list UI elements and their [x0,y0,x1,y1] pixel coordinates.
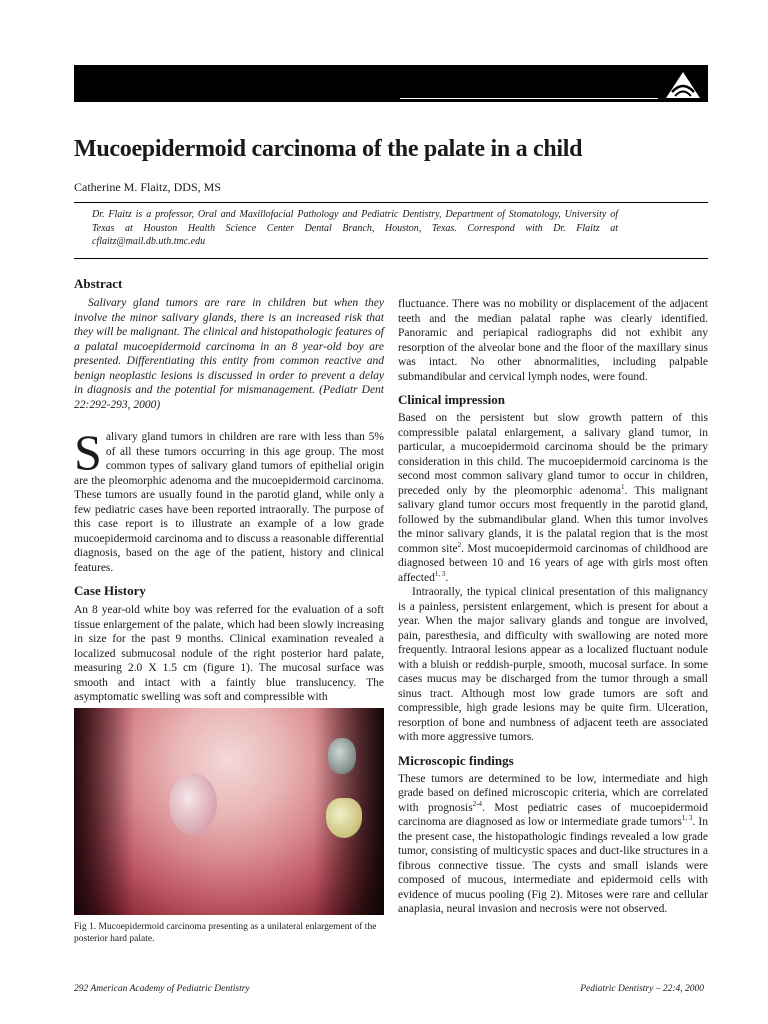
citation-ref: 2 [457,540,462,549]
divider-top [74,202,708,203]
text-run: . [445,571,449,584]
author-line: Catherine M. Flaitz, DDS, MS [74,180,221,194]
case-history-text: An 8 year-old white boy was referred for the evaluation of a soft tissue enlargement of the palate, which had been slowly increasing in size for the past 9 months. Clinical examination revealed a localized submucosal nodule of the right posterior hard palate, measuring 2.0 X 1.5 cm (figure 1). The mucosal surface was smooth and intact with a faintly blue translucency. The asymptomatic swelling was soft and compressible with [74,604,384,703]
abstract-text: Salivary gland tumors are rare in children but when they involve the minor salivary glands, there is an increased risk that they will be malignant. The clinical and histopathologic features of a palatal mucoepidermoid carcinoma in an 8 year-old boy are presented. Differentiating this entity from common reactive and benign neoplastic lesions is discussed in order to prevent a delay in diagnosis and the potential for mismanagement. (Pediatr Dent 22:292-293, 2000) [74,297,384,411]
author-affiliation: Dr. Flaitz is a professor, Oral and Maxillofacial Pathology and Pediatric Dentistry, Department of Stomatology, University of Texas at Houston Health Science Center Dental Branch, Houston, Texas. Correspond with Dr. Flaitz at cflaitz@mail.db.uth.tmc.edu [92,209,618,247]
tooth-shape-lower [326,798,362,838]
citation-ref: 1, 3 [681,814,693,823]
citation-ref: 2-4 [472,799,483,808]
text-run: . Most pediatric cases of mucoepidermoid carcinoma are diagnosed as low or intermediate grade tumors [398,801,709,828]
right-column [398,297,708,917]
microscopic-heading: Microscopic findings [398,752,514,768]
citation-ref: 1, 3 [434,569,446,578]
microscopic-text [398,772,708,917]
text-run: . In the present case, the histopathologic findings revealed a low grade tumor, consisting of multicystic spaces and duct-like structures in a fibrous connective tissue. The cysts and small islands were composed of mucous, intermediate and epidermoid cells with evidence of mucus pooling (Fig 2). Mitoses were rare and cellular anaplasia, neural invasion and necrosis were not observed. [398,816,708,915]
text-run: These tumors are determined to be low, intermediate and high grade based on defined microscopic criteria, which are correlated with prognosis [398,772,708,814]
clinical-impression-p1 [398,411,708,585]
palatal-lesion-shape [169,773,217,835]
header-rule [400,98,658,99]
article-title: Mucoepidermoid carcinoma of the palate in a child [74,136,583,162]
journal-logo-icon [664,70,702,100]
text-run: Based on the persistent but slow growth pattern of this compressible palatal enlargement, a salivary gland tumor, in particular, a mucoepidermoid carcinoma should be the primary consideration in this child. The mucoepidermoid carcinoma is the second most common salivary gland tumor to occur in children, preceded only by the pleomorphic adenoma [398,412,708,497]
divider-bottom [74,258,708,259]
text-run: . Most mucoepidermoid carcinomas of childhood are diagnosed between 10 and 16 years of age with girls most often affected [398,542,708,584]
footer-left: 292 American Academy of Pediatric Dentistry [74,984,250,994]
clinical-impression-p2: Intraorally, the typical clinical presentation of this malignancy is a painless, persistent enlargement, which is present for about a year. When the major salivary glands and tongue are involved, pain, paresthesia, and difficulty with swallowing are noted more frequently. Intraoral lesions appear as a localized fluctuant nodule with a bluish or reddish-purple, smooth, mucosal surface. In some cases mucus may be discharged from the tumor through a small sinus tract. Although most low grade tumors are soft and compressible, high grade lesions may be quite firm. Ulceration, resorption of bone and numbness of adjacent teeth are associated with more aggressive tumors. [398,586,708,743]
text-run: . This malignant salivary gland tumor occurs most frequently in the parotid gland, followed by the submandibular gland. When this tumor involves the minor salivary glands, it is the palatal region that is the most common site [398,484,708,555]
case-history-continuation: fluctuance. There was no mobility or displacement of the adjacent teeth and the median palatal raphe was clearly identified. Panoramic and periapical radiographs did not exhibit any resorption of the alveolar bone and the floor of the maxillary sinus was intact. No other abnormalities, including palpable submandibular and cervical lymph nodes, were found. [398,298,708,383]
footer-right: Pediatric Dentistry – 22:4, 2000 [580,984,704,994]
citation-ref: 1 [621,482,625,491]
figure-1-photo [74,708,384,915]
abstract-heading: Abstract [74,276,123,291]
header-bar [74,65,708,102]
intro-text: alivary gland tumors in children are rare with less than 5% of all these tumors occurring in this age group. The most common types of salivary gland tumors of epithelial origin are the pleomorphic adenoma and the mucoepidermoid carcinoma. These tumors are usually found in the parotid gland, while only a few pediatric cases have been reported intraorally. The purpose of this case report is to illustrate an example of a low grade mucoepidermoid carcinoma and to discuss a reasonable differential diagnosis, based on the age of the patient, history and clinical features. [74,431,384,574]
tooth-shape-upper [328,738,356,774]
left-column [74,276,384,705]
case-history-heading: Case History [74,583,146,598]
clinical-impression-heading: Clinical impression [398,392,506,407]
figure-caption: Fig 1. Mucoepidermoid carcinoma presenting as a unilateral enlargement of the posterior hard palate. [74,922,377,944]
drop-cap: S [74,424,102,480]
figure-shadow-left [74,708,134,915]
intro-paragraph [74,424,384,575]
